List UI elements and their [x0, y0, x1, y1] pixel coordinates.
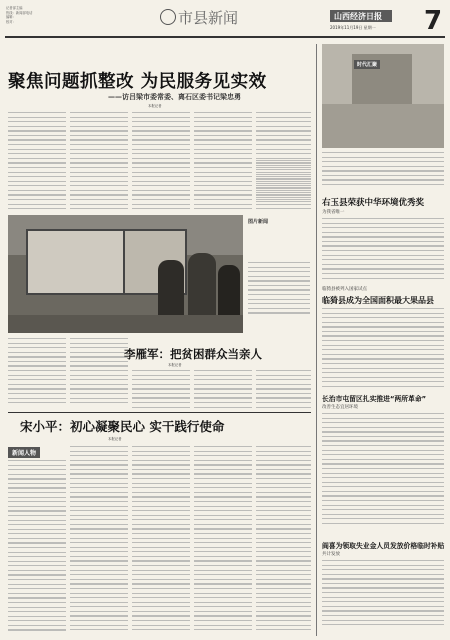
lead-body-col-6 [256, 160, 311, 210]
lead-body-lower-col-2 [70, 338, 128, 408]
sidebar-divider [316, 44, 317, 636]
masthead-info-line: 热线：新闻部电话 [6, 10, 33, 15]
sidebar-top-photo [322, 44, 444, 148]
story3-body-col-5 [256, 446, 311, 636]
page-number: 7 [424, 6, 443, 36]
sidebar-story-a-kicker: 为我省唯一 [322, 210, 345, 215]
sidebar-story-a-body [322, 218, 444, 282]
sidebar-top-label: 时代汇聚 [354, 60, 380, 69]
sidebar-story-c-sub: 改善生态宜居环境 [322, 405, 358, 410]
masthead [0, 0, 450, 42]
sidebar-story-d-body [322, 560, 444, 636]
lead-subtitle: ——访吕梁市委常委、离石区委书记梁忠勇 [108, 93, 241, 101]
story3-body-col-2 [70, 446, 128, 636]
masthead-info-line: 编辑： [6, 15, 16, 20]
sidebar-story-d-sub: 共计发放 [322, 552, 340, 557]
lead-photo [8, 215, 243, 333]
story3-body-col-1 [8, 460, 66, 636]
paper-name-band [330, 10, 392, 22]
sidebar-top-text [322, 152, 444, 190]
paper-name: 山西经济日报 [334, 12, 382, 21]
story2-body-col-3 [256, 370, 311, 410]
story3-title: 宋小平：初心凝聚民心 实干践行使命 [20, 419, 225, 434]
date-line: 2019年11月19日 星期一 [330, 25, 376, 30]
lead-body-col-1 [8, 112, 66, 210]
lead-title: 聚焦问题抓整改 为民服务见实效 [8, 72, 267, 92]
story2-byline: 本报记者 [168, 363, 182, 367]
lead-body-col-3 [132, 112, 190, 210]
logo-swirl-icon [160, 9, 176, 25]
story2-body-col-2 [194, 370, 252, 410]
sidebar-story-b-title: 临猗县成为全国面积最大果品县 [322, 296, 434, 305]
masthead-info-line: 记者部主编 [6, 6, 23, 10]
section-logo [160, 6, 246, 28]
story3-body-col-4 [194, 446, 252, 636]
lead-body-col-4 [194, 112, 252, 210]
photo-caption [248, 262, 310, 322]
sidebar-story-c-title: 长治市屯留区扎实推进“两所革命” [322, 395, 427, 403]
lead-body-lower-col-1 [8, 338, 66, 408]
sidebar-story-d-title: 阎喜为领取失业金人员发放价格临时补贴 [322, 542, 445, 550]
story3-body-col-3 [132, 446, 190, 636]
masthead-rule [5, 36, 445, 38]
sidebar-story-b-body [322, 308, 444, 390]
photo-display-board [26, 229, 125, 295]
news-figure-tag: 新闻人物 [8, 447, 40, 458]
masthead-info-line: 校对： [6, 19, 16, 24]
lead-byline: 本报记者 [148, 104, 162, 108]
photo-ground [8, 315, 243, 333]
lead-body-col-2 [70, 112, 128, 210]
sidebar-story-c-body [322, 413, 444, 533]
story2-title: 李雁军：把贫困群众当亲人 [124, 347, 262, 361]
sidebar-story-b-kicker: 临猗县被列入国家试点 [322, 287, 367, 292]
story2-body-col-1 [132, 370, 190, 410]
photo-ground [322, 104, 444, 148]
photo-news-tag: 图片新闻 [248, 219, 269, 225]
story-divider [8, 412, 311, 413]
story3-byline: 本报记者 [108, 437, 122, 441]
sidebar-story-a-title: 右玉县荣获中华环境优秀奖 [322, 198, 425, 208]
section-logo-text: 市县新闻 [178, 9, 239, 27]
masthead-left-info [6, 6, 76, 24]
